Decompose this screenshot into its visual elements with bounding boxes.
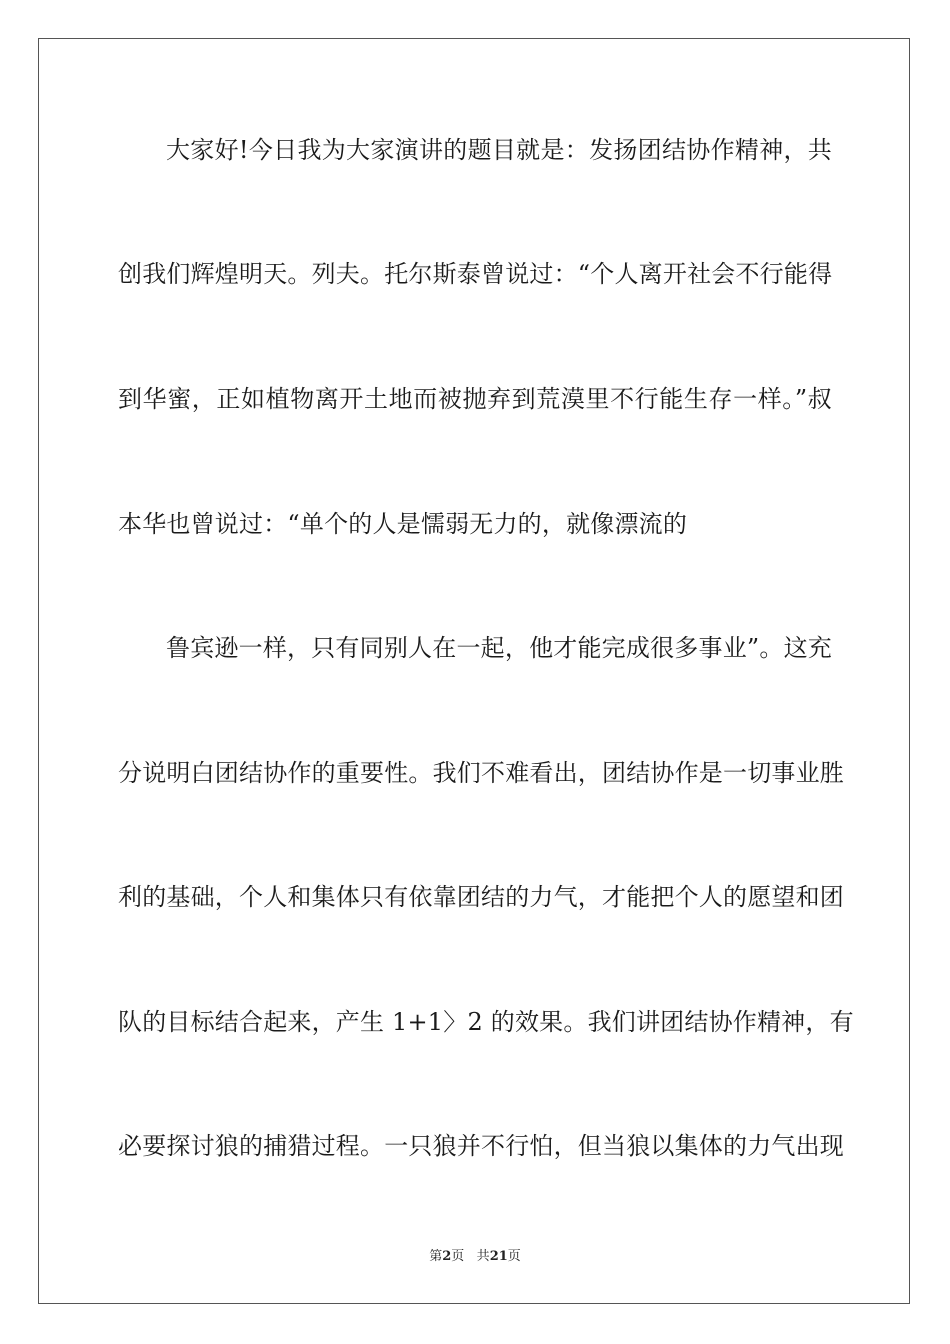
footer-page-suffix: 页 (451, 1249, 465, 1264)
paragraph-line-8: 队的目标结合起来，产生 1+1〉2 的效果。我们讲团结协作精神，有 (118, 1008, 854, 1036)
page-footer (0, 1248, 950, 1266)
paragraph-line-6: 分说明白团结协作的重要性。我们不难看出，团结协作是一切事业胜 (118, 759, 844, 787)
footer-total-suffix: 页 (507, 1249, 521, 1264)
paragraph-line-3: 到华蜜，正如植物离开土地而被抛弃到荒漠里不行能生存一样。”叔 (118, 385, 832, 413)
paragraph-line-4: 本华也曾说过：“单个的人是懦弱无力的，就像漂流的 (118, 510, 688, 538)
footer-total-prefix: 共 (476, 1249, 490, 1264)
footer-page-number: 2 (442, 1249, 452, 1264)
footer-page-prefix: 第 (429, 1249, 443, 1264)
paragraph-line-2: 创我们辉煌明天。列夫。托尔斯泰曾说过：“个人离开社会不行能得 (118, 260, 833, 288)
page-border (38, 38, 910, 1304)
paragraph-line-7: 利的基础，个人和集体只有依靠团结的力气，才能把个人的愿望和团 (118, 883, 844, 911)
paragraph-line-9: 必要探讨狼的捕猎过程。一只狼并不行怕，但当狼以集体的力气出现 (118, 1132, 844, 1160)
paragraph-line-5: 鲁宾逊一样，只有同别人在一起，他才能完成很多事业”。这充 (166, 634, 832, 662)
paragraph-line-1: 大家好!今日我为大家演讲的题目就是：发扬团结协作精神，共 (166, 136, 832, 164)
footer-total-pages: 21 (489, 1249, 508, 1264)
